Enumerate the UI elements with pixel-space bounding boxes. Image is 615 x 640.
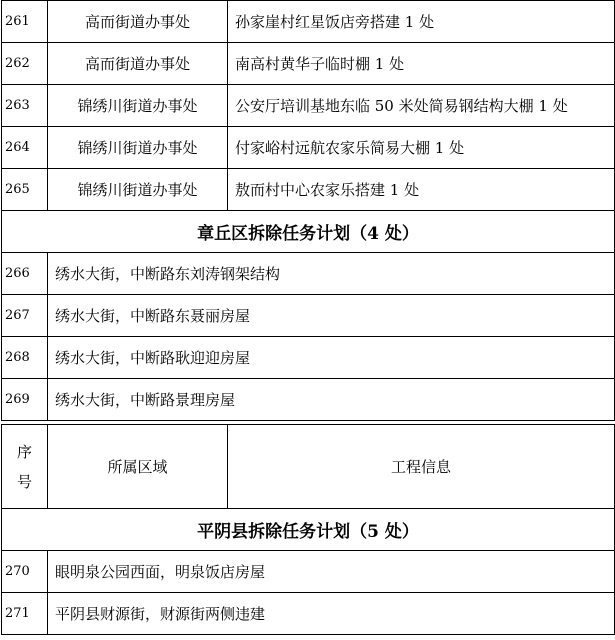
header-area: 所属区域 <box>48 425 228 509</box>
table-row <box>2 43 615 85</box>
row-info: 眼明泉公园西面，明泉饭店房屋 <box>48 551 615 593</box>
section-row <box>2 509 615 551</box>
header-seq <box>2 425 48 509</box>
header-info: 工程信息 <box>228 425 615 509</box>
row-number: 266 <box>2 253 48 295</box>
section-title-zhangqiu: 章丘区拆除任务计划（4 处） <box>2 211 615 253</box>
row-number: 263 <box>2 85 48 127</box>
table-row <box>2 127 615 169</box>
section-title-pingyin: 平阴县拆除任务计划（5 处） <box>2 509 615 551</box>
table-row <box>2 593 615 635</box>
table-row <box>2 551 615 593</box>
task-table <box>1 0 615 635</box>
row-info: 绣水大街，中断路东聂丽房屋 <box>48 295 615 337</box>
table-row <box>2 1 615 43</box>
row-number: 269 <box>2 379 48 421</box>
row-info: 平阴县财源街，财源街两侧违建 <box>48 593 615 635</box>
row-info: 绣水大街，中断路景理房屋 <box>48 379 615 421</box>
row-number: 264 <box>2 127 48 169</box>
row-info: 绣水大街，中断路耿迎迎房屋 <box>48 337 615 379</box>
row-number: 270 <box>2 551 48 593</box>
row-area: 锦绣川街道办事处 <box>48 85 228 127</box>
table-row <box>2 253 615 295</box>
header-row <box>2 425 615 509</box>
section-row <box>2 211 615 253</box>
row-number: 268 <box>2 337 48 379</box>
row-info: 南高村黄华子临时棚 1 处 <box>228 43 615 85</box>
table-row <box>2 169 615 211</box>
row-number: 271 <box>2 593 48 635</box>
row-number: 261 <box>2 1 48 43</box>
table-row <box>2 85 615 127</box>
table-row <box>2 337 615 379</box>
row-info: 敖而村中心农家乐搭建 1 处 <box>228 169 615 211</box>
row-info: 公安厅培训基地东临 50 米处简易钢结构大棚 1 处 <box>228 85 615 127</box>
header-seq-bottom: 号 <box>16 472 32 491</box>
row-number: 265 <box>2 169 48 211</box>
row-number: 267 <box>2 295 48 337</box>
row-number: 262 <box>2 43 48 85</box>
row-area: 高而街道办事处 <box>48 1 228 43</box>
row-info: 绣水大街，中断路东刘涛钢架结构 <box>48 253 615 295</box>
row-area: 高而街道办事处 <box>48 43 228 85</box>
row-area: 锦绣川街道办事处 <box>48 169 228 211</box>
header-seq-top: 序 <box>16 442 32 461</box>
row-area: 锦绣川街道办事处 <box>48 127 228 169</box>
table-row <box>2 295 615 337</box>
row-info: 孙家崖村红星饭店旁搭建 1 处 <box>228 1 615 43</box>
row-info: 付家峪村远航农家乐简易大棚 1 处 <box>228 127 615 169</box>
table-row <box>2 379 615 421</box>
